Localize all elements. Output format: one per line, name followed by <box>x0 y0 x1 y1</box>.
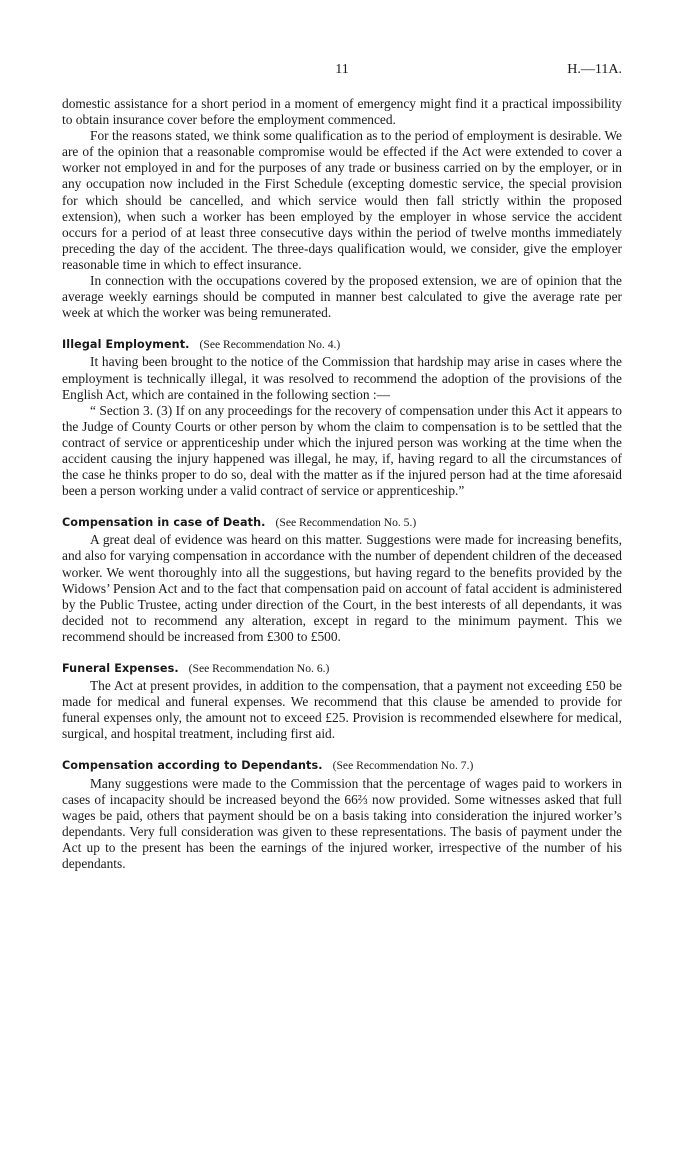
section-heading <box>62 514 622 531</box>
document-page <box>62 62 622 872</box>
section-illegal-employment <box>62 336 622 499</box>
paragraph: A great deal of evidence was heard on this matter. Suggestions were made for increasing benefits, and also for varying compensation in accordance with the number of dependent children of the deceased worker. We went thoroughly into all the suggestions, but having regard to the benefits provided by the Widows’ Pension Act and to the fact that compensation paid on account of fatal accident is administered by the Public Trustee, acting under direction of the Court, in the best interests of all dependants, it was decided not to recommend any alteration, except in regard to the minimum payment. This we recommend should be increased from £300 to £500. <box>62 532 622 644</box>
paragraph: domestic assistance for a short period in a moment of emergency might find it a practical impossibility to obtain insurance cover before the employment commenced. <box>62 96 622 128</box>
section-compensation-dependants <box>62 757 622 872</box>
section-heading <box>62 336 622 353</box>
recommendation-reference: (See Recommendation No. 7.) <box>332 759 474 773</box>
recommendation-reference: (See Recommendation No. 4.) <box>199 338 341 352</box>
section-title: Compensation according to Dependants. <box>62 759 323 773</box>
section-heading <box>62 660 622 677</box>
paragraph: It having been brought to the notice of the Commission that hardship may arise in cases where the employment is technically illegal, it was resolved to recommend the adoption of the provisions of the English Act, which are contained in the following section :— <box>62 354 622 402</box>
section-title: Illegal Employment. <box>62 338 190 352</box>
document-reference: H.—11A. <box>567 62 622 77</box>
recommendation-reference: (See Recommendation No. 5.) <box>275 516 417 530</box>
paragraph: The Act at present provides, in addition to the compensation, that a payment not exceeding £50 be made for medical and funeral expenses. We recommend that this clause be amended to provide for funeral expenses only, the amount not to exceed £25. Provision is recommended elsewhere for medical, surgical, and hospital treatment, including first aid. <box>62 678 622 742</box>
paragraph: For the reasons stated, we think some qualification as to the period of employment is desirable. We are of the opinion that a reasonable compromise would be effected if the Act were extended to cover a worker not employed in and for the purposes of any trade or business carried on by the employer, or in any occupation now included in the First Schedule (excepting domestic service, the special provision for which should be cancelled, and which service would then fall strictly within the proposed extension), when such a worker has been employed by the employer in whose service the accident occurs for a period of at least three consecutive days within the period of twelve months immediately preceding the day of the accident. The three-days qualification would, we consider, give the employer reasonable time in which to effect insurance. <box>62 128 622 272</box>
paragraph: In connection with the occupations covered by the proposed extension, we are of opinion that the average weekly earnings should be computed in manner best calculated to give the average rate per week at which the worker was being remunerated. <box>62 273 622 321</box>
quoted-section: “ Section 3. (3) If on any proceedings for the recovery of compensation under this Act it appears to the Judge of County Courts or other person by whom the claim to compensation is to be settled that the contract of service or apprenticeship under which the injured person was working at the time when the accident causing the injury happened was illegal, he may, if, having regard to all the circumstances of the case he thinks proper to do so, deal with the matter as if the injured person had at the time aforesaid been a person working under a valid contract of service or apprenticeship.” <box>62 402 622 499</box>
intro-text <box>62 96 622 321</box>
section-title: Compensation in case of Death. <box>62 516 266 530</box>
paragraph: Many suggestions were made to the Commission that the percentage of wages paid to workers in cases of incapacity should be increased beyond the 66⅔ now provided. Some witnesses asked that full wages be paid, others that payment should be on a basis taking into consideration the injured worker’s dependants. Very full consideration was given to these representations. The basis of payment under the Act up to the present has been the earnings of the injured worker, irrespective of the number of his dependants. <box>62 775 622 872</box>
section-heading <box>62 757 622 774</box>
page-number: 11 <box>335 62 349 77</box>
section-compensation-death <box>62 514 622 645</box>
section-funeral-expenses <box>62 660 622 742</box>
recommendation-reference: (See Recommendation No. 6.) <box>188 662 330 675</box>
section-title: Funeral Expenses. <box>62 662 179 675</box>
running-header <box>62 62 622 80</box>
